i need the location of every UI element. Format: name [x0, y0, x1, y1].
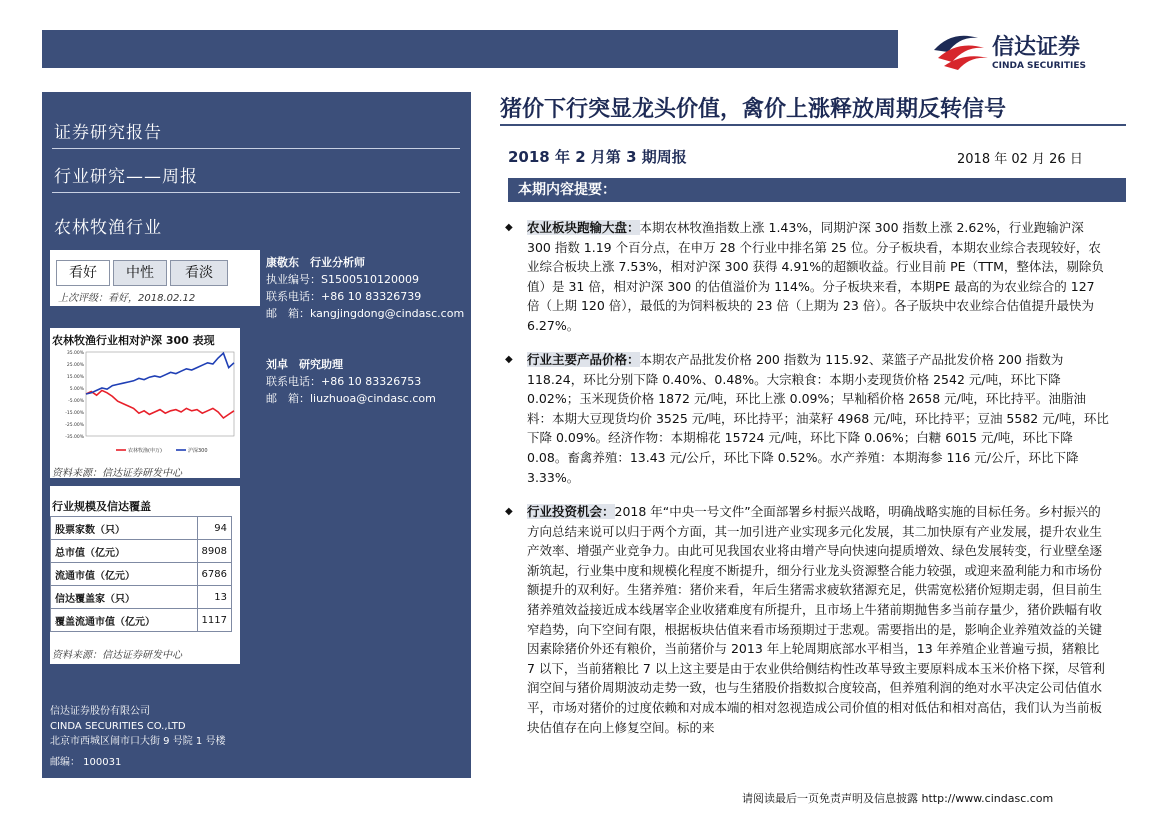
analyst-card: [266, 254, 464, 322]
brand-logo: [930, 28, 1130, 72]
y-tick-label: -35.00%: [65, 435, 84, 440]
coverage-source: 资料来源：信达证券研发中心: [52, 650, 182, 661]
series-line-industry: [86, 390, 234, 418]
last-rating: 上次评级：看好，2018.02.12: [58, 293, 196, 304]
coverage-label: 总市值（亿元）: [51, 540, 198, 563]
issue-subtitle: 2018 年 2 月第 3 期周报: [508, 148, 687, 166]
report-type: 证券研究报告: [54, 123, 162, 143]
paragraph-heading: 行业投资机会：: [527, 504, 615, 519]
diamond-bullet-icon: ◆: [505, 354, 513, 365]
header-bar: [42, 30, 898, 68]
footer-disclaimer[interactable]: 请阅读最后一页免责声明及信息披露 http://www.cindasc.com: [742, 792, 1054, 805]
paragraph-heading: 农业板块跑输大盘：: [527, 220, 640, 235]
diamond-bullet-icon: ◆: [505, 222, 513, 233]
logo-cn-text: 信达证券: [992, 35, 1081, 60]
table-row: [51, 563, 232, 586]
performance-chart-svg: [50, 348, 240, 460]
analyst-email[interactable]: 邮 箱：kangjingdong@cindasc.com: [266, 307, 465, 320]
paragraph: [505, 502, 1110, 737]
coverage-table: [50, 516, 232, 632]
divider: [52, 192, 460, 193]
legend-label: 农林牧渔(申万): [128, 448, 162, 454]
paragraph: [505, 218, 1110, 336]
company-postcode: 邮编： 100031: [50, 757, 122, 768]
coverage-value: 94: [197, 517, 231, 540]
analyst-phone: 联系电话：+86 10 83326753: [266, 375, 422, 388]
diamond-bullet-icon: ◆: [505, 506, 513, 517]
performance-chart: [50, 348, 240, 460]
paragraph-text: 2018 年“中央一号文件”全面部署乡村振兴战略，明确战略实施的目标任务。乡村振兴的方向总结来说可以归于两个方面，其一加引进产业实现多元化发展，其二加快原有产业发展，提升农业生产效率、增强产业竞争力。由此可见我国农业将由增产导向快速向提质增效、绿色发展转变，行业壁垒逐渐筑起，行业集中度和规模化程度不断提升，细分行业龙头资源整合能力较强，或迎来盈利能力和市场份额提升的双利好。生猪养殖：猪价来看，年后生猪需求疲软猪源充足，供需宽松猪价短期走弱，但目前生猪养殖效益接近成本线屠宰企业收猪难度有所提升，且市场上牛猪前期抛售多当前存量少，猪价跌幅有收窄趋势，向下空间有限，根据板块估值来看市场预期过于悲观。需要指出的是，影响企业养殖效益的关键因素除猪价外还有粮价，当前猪价与 2013 年上轮周期底部水平相当，13 年养殖企业普遍亏损，猪粮比 7 以下，当前猪粮比 7 以上这主要是由于农业供给侧结构性改革导致主要原料成本玉米价格下探，尽管利润空间与猪价周期波动走势一致，也与生猪股价指数拟合度较高，但养殖利润的绝对水平决定公司估值水平，市场对猪价的过度依赖和对成本端的相对忽视造成公司价值的相对低估和相对高估，我们认为当前板块估值存在向上修复空间。标的来: [527, 504, 1105, 735]
table-row: [51, 540, 232, 563]
report-title: 猪价下行突显龙头价值，禽价上涨释放周期反转信号: [500, 97, 1007, 122]
paragraph-heading: 行业主要产品价格：: [527, 352, 640, 367]
company-address: 北京市西城区闹市口大街 9 号院 1 号楼: [50, 736, 226, 747]
coverage-title: 行业规模及信达覆盖: [52, 500, 151, 513]
y-tick-label: 5.00%: [69, 387, 84, 392]
coverage-label: 信达覆盖家（只）: [51, 586, 198, 609]
legend-label: 沪深300: [188, 448, 208, 454]
analyst-name: 刘卓 研究助理: [266, 358, 343, 371]
logo-en-text: CINDA SECURITIES: [992, 61, 1086, 71]
chart-source: 资料来源：信达证券研发中心: [52, 468, 182, 479]
paragraph-text: 本期农产品批发价格 200 指数为 115.92、菜篮子产品批发价格 200 指数为 118.24，环比分别下降 0.40%、0.48%。大宗粮食：本期小麦现货价格 2542 元/吨，环比下降 0.02%；玉米现货价格 1872 元/吨，环比上涨 0.09%；早籼稻价格 2658 元/吨，环比持平。油脂油料：本期大豆现货均价 3525 元/吨，环比持平；油菜籽 4968 元/吨，环比持平；豆油 5582 元/吨，环比下降 0.09%。经济作物：本期棉花 15724 元/吨，环比下降 0.06%；白糖 6015 元/吨，环比下降 0.08。畜禽养殖：13.43 元/公斤，环比下降 0.52%。水产养殖：本期海参 116 元/公斤，环比下降 3.33%。: [527, 352, 1109, 485]
y-tick-label: 15.00%: [66, 375, 84, 380]
chart-title: 农林牧渔行业相对沪深 300 表现: [52, 334, 215, 347]
y-tick-label: -15.00%: [65, 411, 84, 416]
sidebar: [42, 92, 471, 778]
industry-name: 农林牧渔行业: [54, 218, 162, 238]
coverage-value: 6786: [197, 563, 231, 586]
table-row: [51, 517, 232, 540]
rating-negative: 看淡: [170, 260, 228, 286]
analyst-email[interactable]: 邮 箱：liuzhuoa@cindasc.com: [266, 392, 436, 405]
logo-mark-icon: [930, 28, 1130, 72]
summary-heading: 本期内容提要：: [508, 178, 1126, 202]
analyst-card: [266, 356, 436, 407]
table-row: [51, 609, 232, 632]
coverage-value: 8908: [197, 540, 231, 563]
rating-positive: 看好: [56, 260, 110, 286]
report-date: 2018 年 02 月 26 日: [957, 152, 1083, 167]
y-tick-label: 25.00%: [66, 363, 84, 368]
paragraph: [505, 350, 1110, 487]
analyst-license: 执业编号：S1500510120009: [266, 273, 419, 286]
y-tick-label: 35.00%: [66, 351, 84, 356]
table-row: [51, 586, 232, 609]
company-info: [50, 704, 225, 770]
company-name-cn: 信达证券股份有限公司: [50, 706, 150, 717]
company-name-en: CINDA SECURITIES CO.,LTD: [50, 721, 186, 732]
report-category: 行业研究——周报: [54, 167, 198, 187]
coverage-value: 13: [197, 586, 231, 609]
paragraph-text: 本期农林牧渔指数上涨 1.43%，同期沪深 300 指数上涨 2.62%，行业跑输沪深 300 指数 1.19 个百分点，在申万 28 个行业中排名第 25 位。分子板块看，本期农业综合表现较好，农业综合板块上涨 7.53%，相对沪深 300 获得 4.91%的超额收益。行业目前 PE（TTM，整体法，剔除负值）是 31 倍，相对沪深 300 的估值溢价为 114%。分子板块来看，本期PE 最高的为农业综合的 127 倍（上期 120 倍），最低的为饲料板块的 23 倍（上期为 23 倍）。各子版块中农业综合估值提升最快为 6.27%。: [527, 220, 1104, 333]
coverage-label: 流通市值（亿元）: [51, 563, 198, 586]
coverage-value: 1117: [197, 609, 231, 632]
series-line-hs300: [86, 353, 234, 394]
divider: [52, 148, 460, 149]
coverage-label: 股票家数（只）: [51, 517, 198, 540]
analyst-name: 康敬东 行业分析师: [266, 256, 365, 269]
analyst-phone: 联系电话：+86 10 83326739: [266, 290, 422, 303]
title-rule: [500, 124, 1126, 126]
coverage-label: 覆盖流通市值（亿元）: [51, 609, 198, 632]
y-tick-label: -25.00%: [65, 423, 84, 428]
rating-neutral: 中性: [113, 260, 167, 286]
y-tick-label: -5.00%: [68, 399, 84, 404]
